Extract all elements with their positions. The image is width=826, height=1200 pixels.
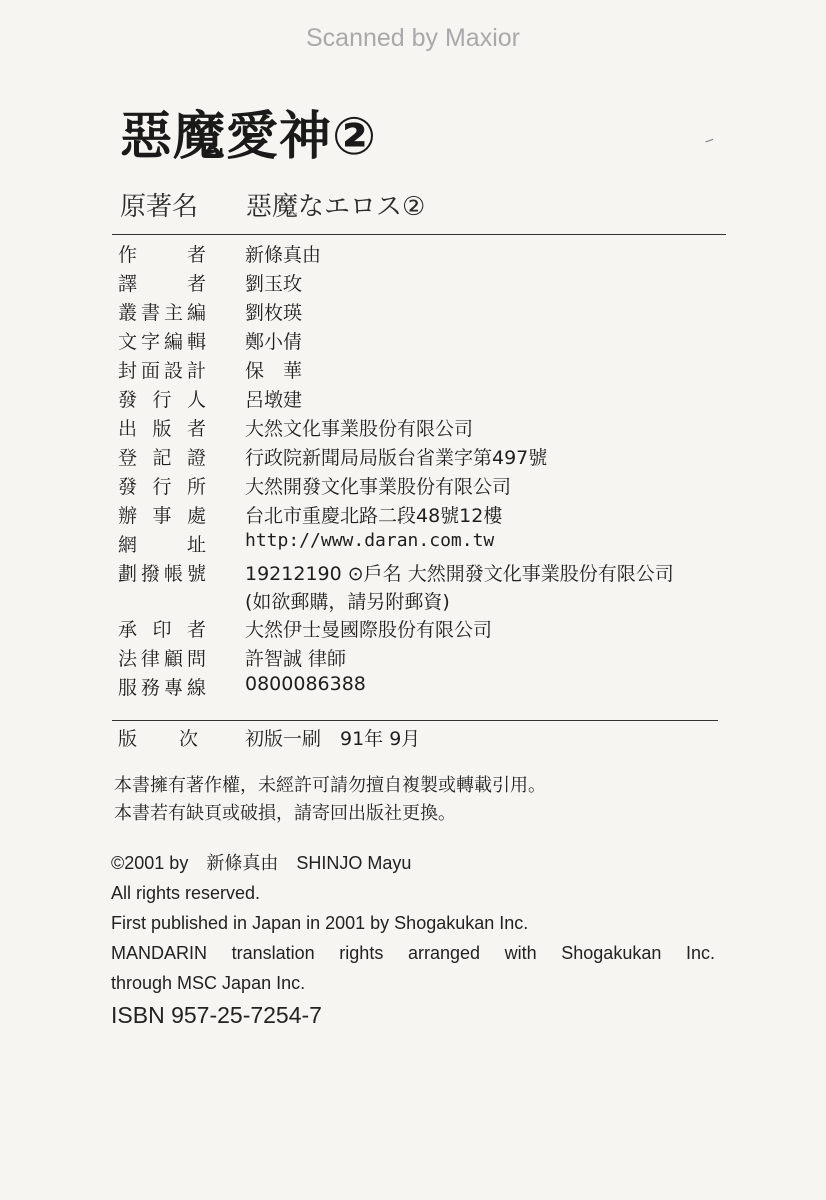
credit-label: 法律顧問 <box>118 648 206 670</box>
book-title: 惡魔愛神② <box>120 107 378 167</box>
credit-value: 大然文化事業股份有限公司 <box>245 418 474 440</box>
credit-label: 劃撥帳號 <box>118 563 206 585</box>
edition-value: 初版一刷 91年 9月 <box>245 728 421 750</box>
credit-value: 劉枚瑛 <box>245 302 303 324</box>
credit-label: 文字編輯 <box>118 331 206 353</box>
original-title <box>120 186 425 223</box>
credit-value: 0800086388 <box>245 673 366 695</box>
credit-value: 劉玉玫 <box>245 273 303 295</box>
notice-line: 本書若有缺頁或破損，請寄回出版社更換。 <box>114 803 456 824</box>
credit-label: 網 址 <box>118 534 206 556</box>
scan-speck <box>705 139 714 146</box>
credit-label: 封面設計 <box>118 360 206 382</box>
credit-label: 辦事處 <box>118 505 206 527</box>
credit-label: 登記證 <box>118 447 206 469</box>
copyright-line: through MSC Japan Inc. <box>111 973 306 993</box>
credit-value: 大然開發文化事業股份有限公司 <box>245 476 512 498</box>
credit-label: 發行人 <box>118 389 206 411</box>
credit-label: 承印者 <box>118 619 206 641</box>
copyright-line: All rights reserved. <box>111 883 261 903</box>
credit-value: 19212190 ⊙戶名 大然開發文化事業股份有限公司 <box>245 563 674 585</box>
original-title-value: 惡魔なエロス② <box>246 192 426 222</box>
credit-label: 發行所 <box>118 476 206 498</box>
credit-label: 譯 者 <box>118 273 206 295</box>
isbn: ISBN 957-25-7254-7 <box>111 1002 322 1028</box>
credit-value: 台北市重慶北路二段48號12樓 <box>245 505 503 527</box>
credit-label: 作 者 <box>118 244 206 266</box>
original-title-label: 原著名 <box>120 192 199 222</box>
copyright-block <box>111 848 715 1030</box>
copyright-line: First published in Japan in 2001 by Shogakukan Inc. <box>111 913 529 933</box>
copyright-line: ©2001 by 新條真由 SHINJO Mayu <box>111 853 412 873</box>
credit-label: 叢書主編 <box>118 302 206 324</box>
divider-top <box>112 234 726 235</box>
website-link[interactable]: http://www.daran.com.tw <box>245 530 495 551</box>
edition-label: 版 次 <box>118 728 198 750</box>
credit-value: 大然伊士曼國際股份有限公司 <box>245 619 493 641</box>
credit-value: 保 華 <box>245 360 303 382</box>
credit-label: 服務專線 <box>118 677 206 699</box>
divider-bottom <box>112 720 718 721</box>
copyright-line: MANDARIN translation rights arranged with Shogakukan Inc. <box>111 943 715 963</box>
rights-notice <box>114 772 546 828</box>
credit-value: 行政院新聞局局版台省業字第497號 <box>245 447 548 469</box>
credit-value: 許智誠 律師 <box>245 648 347 670</box>
credit-label: 出版者 <box>118 418 206 440</box>
credit-note: (如欲郵購，請另附郵資) <box>245 591 450 613</box>
scan-watermark: Scanned by Maxior <box>305 24 520 52</box>
credit-value: 呂墩建 <box>245 389 303 411</box>
notice-line: 本書擁有著作權，未經許可請勿擅自複製或轉載引用。 <box>114 775 546 796</box>
credit-value: 鄭小倩 <box>245 331 303 353</box>
credit-value: 新條真由 <box>245 244 322 266</box>
